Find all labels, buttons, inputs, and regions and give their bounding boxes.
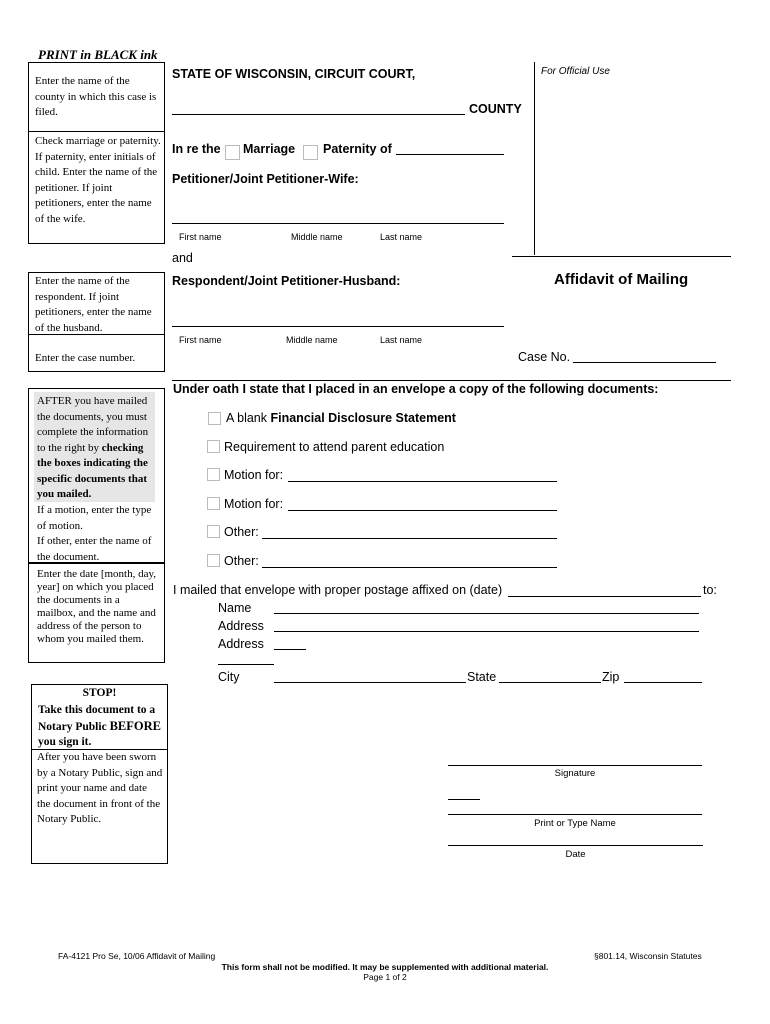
address2-continuation[interactable] — [218, 664, 274, 665]
petitioner-first-name: First name — [179, 232, 222, 242]
mailing-statement: I mailed that envelope with proper postage affixed on (date) — [173, 583, 503, 597]
case-no-field[interactable] — [573, 362, 716, 363]
address2-field[interactable] — [274, 649, 306, 650]
motion2-checkbox[interactable] — [207, 497, 220, 510]
official-use-divider — [534, 62, 535, 255]
respondent-instruction: Enter the name of the respondent. If joint petitioners, enter the name of the husband. — [35, 275, 152, 334]
print-name-line[interactable] — [448, 814, 702, 815]
address2-label: Address — [218, 637, 264, 651]
date-label: Date — [565, 849, 586, 860]
name-field[interactable] — [274, 613, 699, 614]
zip-label: Zip — [602, 670, 620, 684]
other1-field[interactable] — [262, 538, 557, 539]
paternity-label: Paternity of — [323, 142, 392, 156]
respondent-label: Respondent/Joint Petitioner-Husband: — [172, 274, 401, 288]
motion1-checkbox[interactable] — [207, 468, 220, 481]
state-field[interactable] — [499, 682, 601, 683]
zip-field[interactable] — [624, 682, 702, 683]
stop-title: STOP! — [82, 687, 117, 699]
fds-label — [226, 411, 456, 425]
stop-line1: Take this document to a Notary Public — [38, 704, 156, 733]
fds-bold: Financial Disclosure Statement — [270, 411, 456, 425]
paternity-field[interactable] — [396, 154, 504, 155]
official-use-label: For Official Use — [541, 66, 610, 77]
divider — [28, 131, 165, 132]
to-label: to: — [703, 583, 717, 597]
county-label: COUNTY — [469, 102, 522, 116]
form-id: FA-4121 Pro Se, 10/06 Affidavit of Mailing — [58, 951, 216, 961]
mailing-date-field[interactable] — [508, 596, 701, 597]
respondent-name-field[interactable] — [172, 326, 504, 327]
parent-education-checkbox[interactable] — [207, 440, 220, 453]
oath-statement: Under oath I state that I placed in an envelope a copy of the following documents: — [173, 382, 659, 396]
county-field[interactable] — [172, 114, 465, 115]
court-title: STATE OF WISCONSIN, CIRCUIT COURT, — [172, 67, 416, 81]
respondent-middle-name: Middle name — [286, 335, 338, 345]
respondent-first-name: First name — [179, 335, 222, 345]
print-name-label: Print or Type Name — [534, 818, 616, 829]
after-mailed-bold: checking the boxes indicating the specific documents that you mailed. — [37, 441, 148, 500]
paternity-checkbox[interactable] — [303, 145, 318, 160]
marriage-instruction: Check marriage or paternity. If paternity, enter initials of child. Enter the name of the petitioner. If joint petitioners, enter the name of the wife. — [35, 135, 161, 225]
motion1-field[interactable] — [288, 481, 557, 482]
signature-line[interactable] — [448, 765, 702, 766]
page-number: Page 1 of 2 — [363, 972, 407, 982]
other1-label: Other: — [224, 525, 259, 539]
fds-prefix: A blank — [226, 411, 271, 425]
other2-field[interactable] — [262, 567, 557, 568]
other1-checkbox[interactable] — [207, 525, 220, 538]
stop-message — [38, 703, 164, 751]
address1-label: Address — [218, 619, 264, 633]
address1-field[interactable] — [274, 631, 699, 632]
motion1-label: Motion for: — [224, 468, 284, 482]
name-label: Name — [218, 601, 252, 615]
city-label: City — [218, 670, 240, 684]
stop-line2: you sign it. — [38, 736, 92, 748]
signature-short-line[interactable] — [448, 799, 480, 800]
and-label: and — [172, 251, 193, 265]
parent-education-label: Requirement to attend parent education — [224, 440, 445, 454]
county-instruction: Enter the name of the county in which this case is filed. — [35, 75, 157, 118]
petitioner-name-field[interactable] — [172, 223, 504, 224]
motion2-label: Motion for: — [224, 497, 284, 511]
other-instruction: If other, enter the name of the document. — [37, 535, 152, 563]
marriage-checkbox[interactable] — [225, 145, 240, 160]
signature-label: Signature — [554, 768, 596, 779]
section-divider — [172, 380, 731, 381]
after-mailed-plain: AFTER you have mailed the documents, you must complete the information to the right by — [37, 395, 149, 454]
date-line[interactable] — [448, 845, 703, 846]
in-re-label: In re the — [172, 142, 221, 156]
motion2-field[interactable] — [288, 510, 557, 511]
document-title: Affidavit of Mailing — [554, 271, 689, 288]
petitioner-middle-name: Middle name — [291, 232, 343, 242]
official-use-bottom — [512, 256, 731, 257]
print-ink-note: PRINT in BLACK ink — [38, 47, 158, 62]
statute-ref: §801.14, Wisconsin Statutes — [594, 951, 702, 961]
footer-notice: This form shall not be modified. It may be supplemented with additional material. — [221, 962, 549, 972]
fds-checkbox[interactable] — [208, 412, 221, 425]
marriage-label: Marriage — [243, 142, 296, 156]
stop-before: BEFORE — [109, 718, 161, 733]
petitioner-label: Petitioner/Joint Petitioner-Wife: — [172, 172, 359, 186]
stop-body: After you have been sworn by a Notary Public, sign and print your name and date the document in front of the Notary Public. — [37, 751, 163, 825]
date-instruction: Enter the date [month, day, year] on which you placed the documents in a mailbox, and the name and address of the person to whom you mailed them. — [37, 568, 157, 645]
respondent-last-name: Last name — [380, 335, 423, 345]
motion-instruction: If a motion, enter the type of motion. — [37, 504, 152, 532]
state-label: State — [467, 670, 497, 684]
after-mailed-instruction — [37, 394, 155, 503]
petitioner-last-name: Last name — [380, 232, 423, 242]
case-number-instruction: Enter the case number. — [35, 352, 136, 364]
other2-label: Other: — [224, 554, 259, 568]
city-field[interactable] — [274, 682, 466, 683]
case-no-label: Case No. — [518, 350, 571, 364]
other2-checkbox[interactable] — [207, 554, 220, 567]
